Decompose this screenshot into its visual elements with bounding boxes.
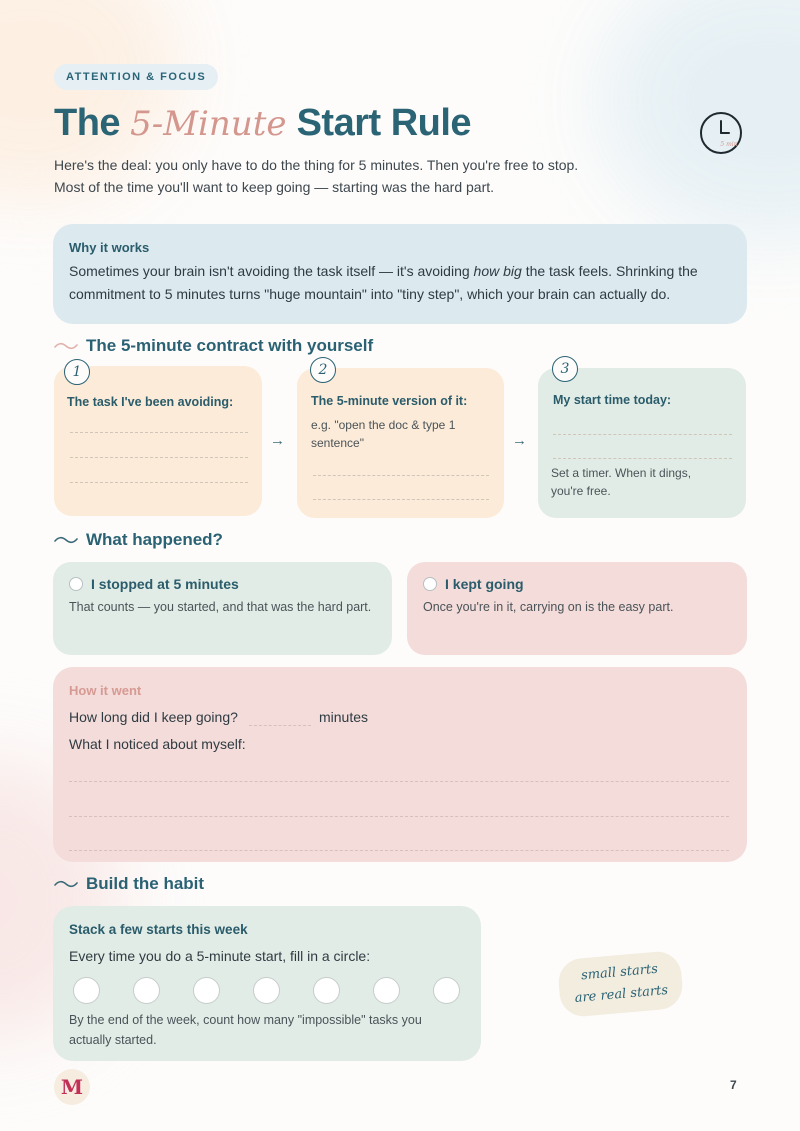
logo-letter: M [60, 1075, 84, 1099]
option-kept-going-radio[interactable] [423, 577, 437, 591]
motivation-sticker [557, 950, 685, 1018]
habit-section-heading [54, 874, 204, 894]
why-heading: Why it works [69, 240, 150, 255]
option-kept-going-header [423, 576, 731, 592]
keep-going-question: How long did I keep going? [69, 709, 238, 725]
option-stopped[interactable] [53, 562, 392, 655]
wave-icon [54, 879, 78, 889]
outcome-section-heading [54, 530, 223, 550]
arrow-icon: → [270, 432, 285, 449]
habit-instruction: Every time you do a 5-minute start, fill in a circle: [69, 948, 371, 964]
category-pill [54, 64, 218, 90]
brand-logo [54, 1069, 90, 1105]
write-line[interactable] [69, 781, 729, 782]
why-text [69, 260, 731, 306]
step-number-3: 3 [552, 356, 578, 382]
title-part2: Start Rule [296, 102, 472, 144]
arrow-icon: → [512, 432, 527, 449]
habit-card [53, 906, 481, 1061]
option-kept-going-text: Once you're in it, carrying on is the easy part. [423, 600, 674, 614]
step-note-3: Set a timer. When it dings, you're free. [551, 466, 692, 498]
write-line[interactable] [69, 850, 729, 851]
habit-circle-5[interactable] [313, 977, 340, 1004]
minutes-input[interactable] [249, 725, 311, 726]
contract-heading: The 5-minute contract with yourself [86, 336, 374, 355]
write-line[interactable] [553, 434, 732, 435]
habit-heading: Build the habit [86, 874, 205, 893]
write-line[interactable] [69, 816, 729, 817]
step-label-2: The 5-minute version of it: [311, 394, 468, 408]
write-line[interactable] [553, 458, 732, 459]
clock-icon [698, 110, 744, 156]
step-label-3: My start time today: [553, 393, 672, 407]
why-text-part2: the task feels. Shrinking the commitment to 5 minutes turns "huge mountain" into "tiny step", which your brain can actually do. [69, 263, 698, 302]
write-line[interactable] [313, 475, 489, 476]
how-it-went-card [53, 667, 747, 862]
sticker-line-2: are real starts [574, 982, 669, 1007]
title-accent: 5-Minute [130, 104, 287, 144]
title-part1: The [54, 102, 121, 144]
option-kept-going-title: I kept going [445, 576, 524, 592]
option-stopped-radio[interactable] [69, 577, 83, 591]
category-label: ATTENTION & FOCUS [66, 71, 207, 83]
why-text-part1: Sometimes your brain isn't avoiding the task itself — it's avoiding [69, 263, 470, 279]
habit-circle-1[interactable] [73, 977, 100, 1004]
page-title [54, 102, 471, 145]
habit-tracker [73, 977, 460, 1004]
intro-text: Here's the deal: you only have to do the thing for 5 minutes. Then you're free to stop. Most of the time you'll want to keep going — starting was the hard part. [54, 157, 579, 195]
habit-circle-4[interactable] [253, 977, 280, 1004]
why-it-works-card [53, 224, 747, 324]
clock-label: 5 min [720, 141, 738, 148]
contract-section-heading [54, 336, 373, 356]
step-card-1 [54, 366, 262, 516]
how-heading: How it went [69, 683, 142, 698]
habit-circle-3[interactable] [193, 977, 220, 1004]
wave-icon [54, 535, 78, 545]
noticed-question: What I noticed about myself: [69, 736, 246, 752]
write-line[interactable] [70, 482, 248, 483]
option-stopped-header [69, 576, 376, 592]
habit-circle-2[interactable] [133, 977, 160, 1004]
step-number-1: 1 [64, 359, 90, 385]
habit-note: By the end of the week, count how many "impossible" tasks you actually started. [69, 1013, 422, 1047]
write-line[interactable] [70, 457, 248, 458]
habit-circle-7[interactable] [433, 977, 460, 1004]
outcome-heading: What happened? [86, 530, 223, 549]
habit-card-heading: Stack a few starts this week [69, 922, 248, 937]
write-line[interactable] [70, 432, 248, 433]
page-number: 7 [730, 1078, 737, 1092]
sticker-line-1: small starts [580, 961, 659, 984]
wave-icon [54, 341, 78, 351]
option-stopped-text: That counts — you started, and that was the hard part. [69, 600, 372, 614]
habit-circle-6[interactable] [373, 977, 400, 1004]
step-example-2: e.g. "open the doc & type 1 sentence" [311, 418, 456, 450]
step-number-2: 2 [310, 357, 336, 383]
option-kept-going[interactable] [407, 562, 747, 655]
why-text-emphasis: how big [473, 263, 522, 279]
step-label-1: The task I've been avoiding: [67, 395, 234, 409]
option-stopped-title: I stopped at 5 minutes [91, 576, 239, 592]
write-line[interactable] [313, 499, 489, 500]
minutes-unit: minutes [319, 709, 369, 725]
